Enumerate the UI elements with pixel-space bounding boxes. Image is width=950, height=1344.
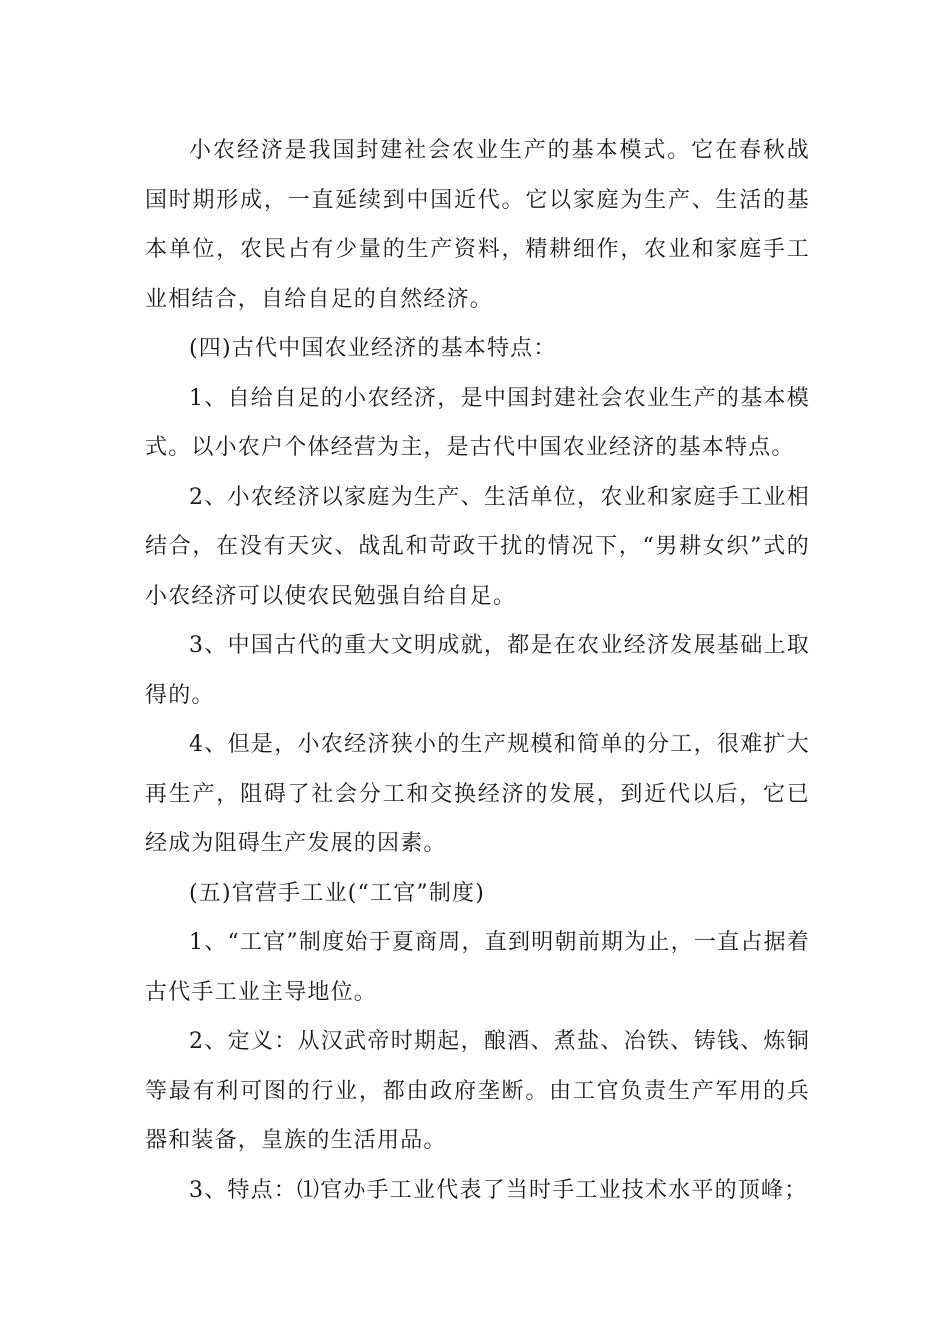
section-heading-five: (五)官营手工业(“工官”制度): [189, 880, 486, 906]
list-item-3-features: 3、特点：⑴官办手工业代表了当时手工业技术水平的顶峰；: [189, 1177, 808, 1203]
paragraph-small-farmer-economy: 小农经济是我国封建社会农业生产的基本模式。它在春秋战国时期形成，一直延续到中国近代。它以家庭为生产、生活的基本单位，农民占有少量的生产资料，精耕细作，农业和家庭手工业相结合，自给自足的自然经济。: [145, 138, 810, 312]
document-body: [145, 126, 810, 1215]
list-item-2: 2、小农经济以家庭为生产、生活单位，农业和家庭手工业相结合，在没有天灾、战乱和苛政干扰的情况下，“男耕女织”式的小农经济可以使农民勉强自给自足。: [145, 484, 810, 609]
section-heading-four: (四)古代中国农业经济的基本特点：: [189, 336, 557, 361]
list-item-1-gongguan: 1、“工官”制度始于夏商周，直到明朝前期为止，一直占据着古代手工业主导地位。: [145, 930, 810, 1005]
list-item-3: 3、中国古代的重大文明成就，都是在农业经济发展基础上取得的。: [145, 633, 810, 708]
list-item-1: 1、自给自足的小农经济，是中国封建社会农业生产的基本模式。以小农户个体经营为主，是古代中国农业经济的基本特点。: [145, 385, 810, 460]
list-item-4: 4、但是，小农经济狭小的生产规模和简单的分工，很难扩大再生产，阻碍了社会分工和交换经济的发展，到近代以后，它已经成为阻碍生产发展的因素。: [145, 732, 810, 856]
list-item-2-definition: 2、定义：从汉武帝时期起，酿酒、煮盐、冶铁、铸钱、炼铜等最有利可图的行业，都由政府垄断。由工官负责生产军用的兵器和装备，皇族的生活用品。: [145, 1029, 810, 1153]
